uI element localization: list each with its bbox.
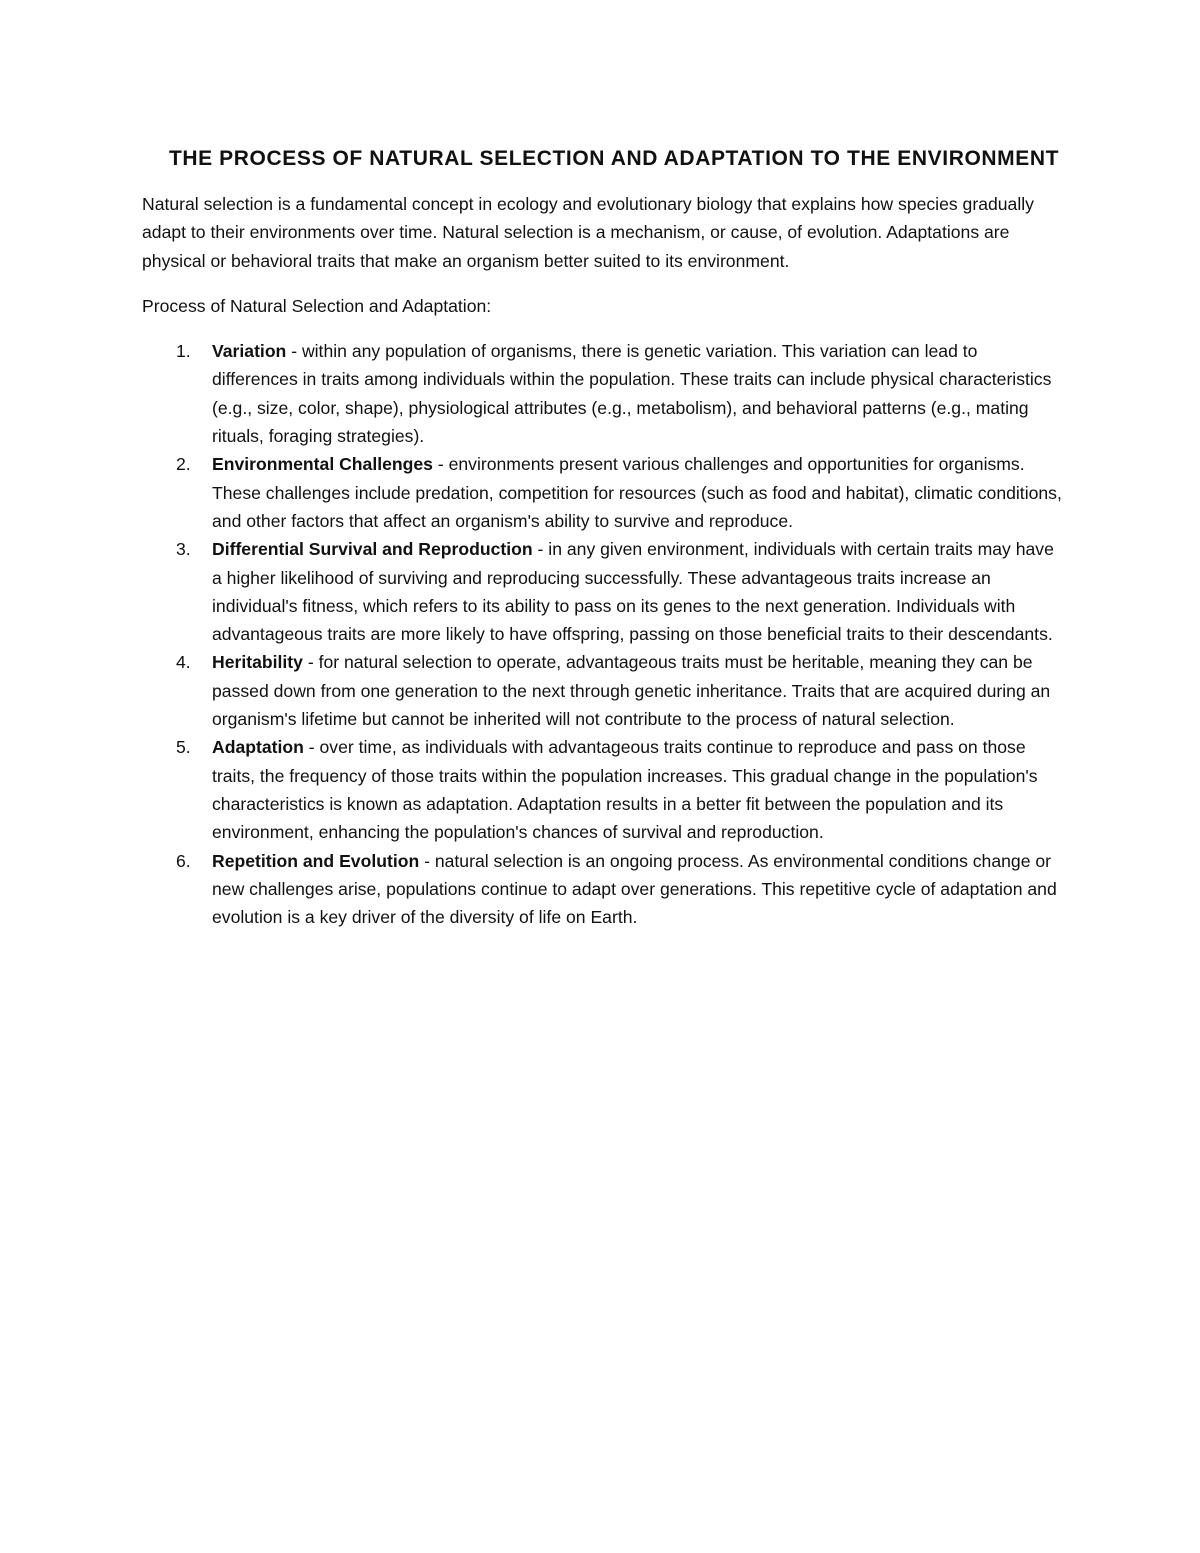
step-term: Variation: [212, 341, 287, 362]
step-description: - in any given environment, individuals with certain traits may have a higher likelihood of surviving and reproducing successfully. These advantageous traits increase an individual's fitness, which refers to its ability to pass on its genes to the next generation. Individuals with advantageous traits are more likely to have offspring, passing on those beneficial traits to their descendants.: [212, 539, 1054, 645]
step-description: - within any population of organisms, there is genetic variation. This variation can lead to differences in traits among individuals within the population. These traits can include physical characteristics (e.g., size, color, shape), physiological attributes (e.g., metabolism), and behavioral patterns (e.g., mating rituals, foraging strategies).: [212, 341, 1052, 447]
step-term: Adaptation: [212, 737, 304, 758]
intro-paragraph: Natural selection is a fundamental concept in ecology and evolutionary biology that explains how species gradually adapt to their environments over time. Natural selection is a mechanism, or cause, of evolution. Adaptations are physical or behavioral traits that make an organism better suited to its environment.: [142, 194, 1034, 271]
process-steps-list: [142, 337, 1062, 931]
document-title: THE PROCESS OF NATURAL SELECTION AND ADAPTATION TO THE ENVIRONMENT: [168, 147, 1060, 170]
document-page: [142, 142, 1062, 931]
step-item-adaptation: [142, 733, 1062, 846]
step-item-heritability: [142, 648, 1062, 733]
step-description: - over time, as individuals with advantageous traits continue to reproduce and pass on those traits, the frequency of those traits within the population increases. This gradual change in the population's characteristics is known as adaptation. Adaptation results in a better fit between the population and its environment, enhancing the population's chances of survival and reproduction.: [212, 737, 1038, 843]
step-number: 6.: [176, 850, 191, 871]
step-item-variation: [142, 337, 1062, 450]
step-number: 2.: [176, 454, 191, 475]
step-item-environmental-challenges: [142, 450, 1062, 535]
step-term: Repetition and Evolution: [212, 850, 420, 871]
step-description: - environments present various challenges and opportunities for organisms. These challenges include predation, competition for resources (such as food and habitat), climatic conditions, and other factors that affect an organism's ability to survive and reproduce.: [212, 454, 1062, 531]
step-number: 1.: [176, 341, 191, 362]
step-description: - natural selection is an ongoing process. As environmental conditions change or new challenges arise, populations continue to adapt over generations. This repetitive cycle of adaptation and evolution is a key driver of the diversity of life on Earth.: [212, 850, 1057, 928]
step-number: 5.: [176, 737, 191, 758]
step-number: 3.: [176, 539, 191, 560]
step-description: - for natural selection to operate, advantageous traits must be heritable, meaning they can be passed down from one generation to the next through genetic inheritance. Traits that are acquired during an organism's lifetime but cannot be inherited will not contribute to the process of natural selection.: [212, 652, 1051, 730]
step-number: 4.: [176, 652, 191, 673]
step-term: Environmental Challenges: [212, 454, 433, 475]
step-item-differential-survival: [142, 535, 1062, 648]
step-item-repetition-and-evolution: [142, 847, 1062, 932]
step-term: Heritability: [212, 652, 303, 673]
list-heading: Process of Natural Selection and Adaptation:: [142, 295, 492, 316]
step-term: Differential Survival and Reproduction: [212, 539, 533, 560]
